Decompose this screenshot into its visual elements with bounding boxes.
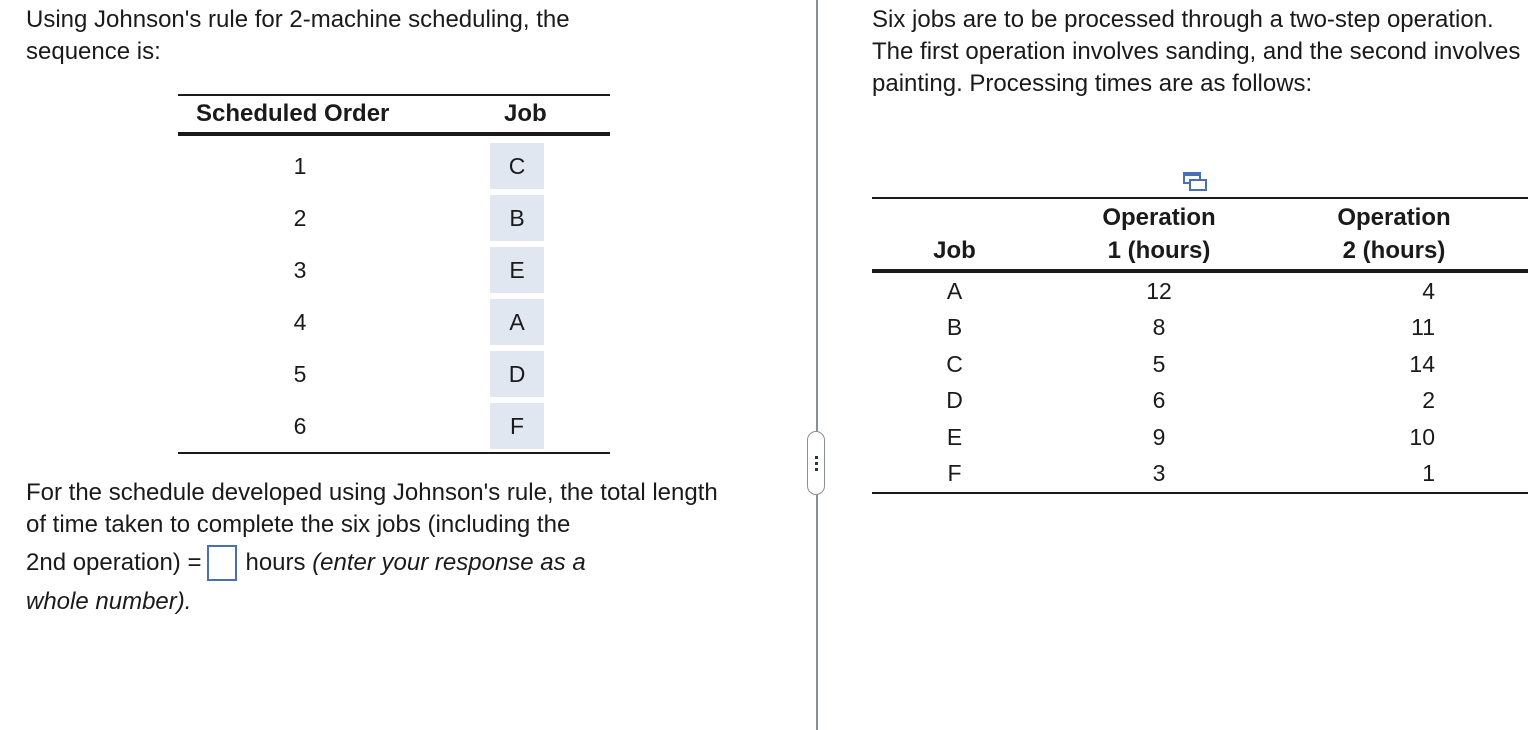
table-row bbox=[178, 348, 610, 400]
table-row bbox=[178, 192, 610, 244]
table-row bbox=[178, 400, 610, 452]
op2-cell: 2 bbox=[1422, 387, 1435, 414]
table-row bbox=[872, 419, 1528, 456]
order-cell: 4 bbox=[293, 308, 307, 335]
op1-cell: 6 bbox=[1152, 387, 1166, 414]
header-operation-2: Operation 2 (hours) bbox=[1337, 204, 1451, 264]
order-cell: 1 bbox=[293, 152, 307, 179]
schedule-table bbox=[178, 94, 610, 454]
job-answer-cell[interactable]: D bbox=[490, 351, 544, 397]
order-cell: 6 bbox=[293, 412, 307, 439]
table-row bbox=[872, 456, 1528, 493]
job-answer-cell[interactable]: C bbox=[490, 143, 544, 189]
given-text: Six jobs are to be processed through a two-step operation. The first operation involves sanding, and the second involves painting. Processing times are as follows: bbox=[872, 6, 1521, 97]
processing-table-header bbox=[872, 199, 1528, 269]
order-cell: 5 bbox=[293, 360, 307, 387]
op2-cell: 11 bbox=[1411, 314, 1435, 341]
table-row bbox=[872, 310, 1528, 347]
op2-cell: 4 bbox=[1422, 277, 1435, 304]
hint-text-cont: whole number). bbox=[26, 588, 192, 615]
schedule-table-header bbox=[178, 96, 610, 132]
table-row bbox=[178, 140, 610, 192]
op2-cell: 14 bbox=[1409, 350, 1435, 377]
table-row bbox=[178, 296, 610, 348]
job-cell: F bbox=[947, 460, 962, 487]
header-scheduled-order: Scheduled Order bbox=[196, 100, 390, 127]
job-cell: D bbox=[946, 387, 963, 414]
table-bottom-rule bbox=[178, 452, 610, 454]
table-row bbox=[872, 383, 1528, 420]
job-cell: B bbox=[946, 314, 963, 341]
op1-cell: 5 bbox=[1152, 350, 1166, 377]
job-cell: E bbox=[946, 423, 963, 450]
job-answer-cell[interactable]: A bbox=[490, 299, 544, 345]
copy-icon[interactable] bbox=[1182, 171, 1208, 193]
header-job: Job bbox=[933, 237, 976, 264]
op1-cell: 8 bbox=[1152, 314, 1166, 341]
processing-times-table bbox=[872, 197, 1528, 494]
table-row bbox=[872, 346, 1528, 383]
intro-text: Using Johnson's rule for 2-machine scheduling, the sequence is: bbox=[26, 6, 570, 65]
job-answer-cell[interactable]: F bbox=[490, 403, 544, 449]
job-answer-cell[interactable]: B bbox=[490, 195, 544, 241]
job-cell: A bbox=[946, 277, 963, 304]
table-bottom-rule bbox=[872, 492, 1528, 494]
unit-label: hours bbox=[245, 549, 306, 576]
header-job: Job bbox=[504, 100, 547, 127]
total-time-input[interactable] bbox=[207, 545, 237, 581]
op1-cell: 12 bbox=[1146, 277, 1172, 304]
table-row bbox=[178, 244, 610, 296]
pane-divider[interactable] bbox=[816, 0, 818, 730]
question-part2: 2nd operation) = bbox=[26, 549, 202, 576]
question-text bbox=[26, 477, 726, 619]
job-cell: C bbox=[946, 350, 963, 377]
table-row bbox=[872, 273, 1528, 310]
right-pane bbox=[820, 0, 1528, 730]
order-cell: 3 bbox=[293, 256, 307, 283]
op1-cell: 3 bbox=[1152, 460, 1166, 487]
hint-text: (enter your response as a bbox=[312, 549, 586, 576]
order-cell: 2 bbox=[293, 204, 307, 231]
op2-cell: 1 bbox=[1422, 460, 1435, 487]
question-part1: For the schedule developed using Johnson's rule, the total length of time taken to complete the six jobs (including the bbox=[26, 479, 718, 538]
op2-cell: 10 bbox=[1409, 423, 1435, 450]
header-operation-1: Operation 1 (hours) bbox=[1102, 204, 1216, 264]
job-answer-cell[interactable]: E bbox=[490, 247, 544, 293]
op1-cell: 9 bbox=[1152, 423, 1166, 450]
